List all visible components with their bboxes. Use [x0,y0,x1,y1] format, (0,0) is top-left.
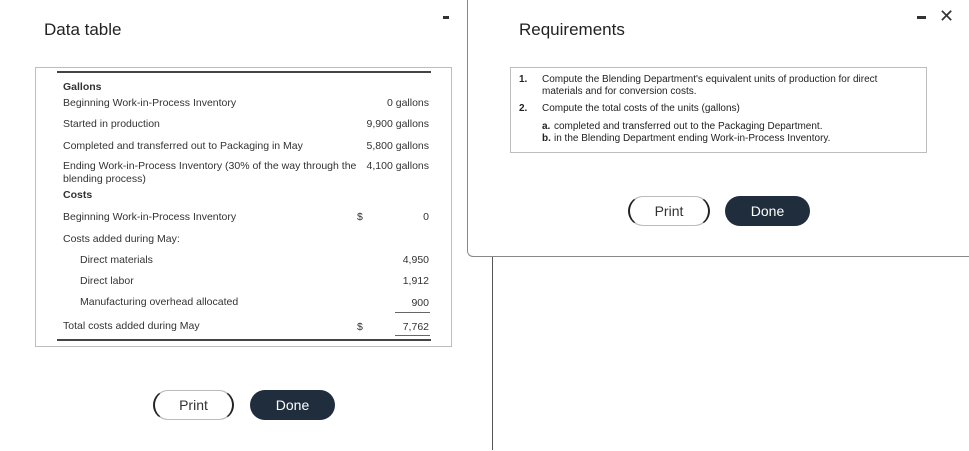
sub-item-label: a. [542,121,551,132]
table-row-value: 9,900 gallons [366,118,429,130]
minimize-icon[interactable] [443,16,449,19]
gallons-header: Gallons [63,81,102,93]
table-row-label: Beginning Work-in-Process Inventory [63,211,237,223]
table-row-label: Direct materials [80,254,153,266]
dollar-sign: $ [357,321,363,333]
sub-item-text: completed and transferred out to the Packaging Department. [554,121,823,132]
close-icon[interactable]: ✕ [939,6,955,26]
table-row-value: 4,950 [402,254,429,266]
minimize-icon[interactable] [917,16,926,19]
sub-item-label: b. [542,133,551,144]
costs-added-label: Costs added during May: [63,233,180,245]
requirements-title: Requirements [519,20,625,39]
table-row-label: Manufacturing overhead allocated [80,296,239,308]
table-row-label: Direct labor [80,275,134,287]
requirement-number: 2. [519,103,528,114]
dollar-sign: $ [357,211,363,223]
table-bottom-rule [57,339,431,341]
table-row-label: Completed and transferred out to Packaging in May [63,140,303,152]
table-row-value: 5,800 gallons [366,140,429,152]
total-underline [395,335,430,336]
table-row-label: Total costs added during May [63,320,200,332]
costs-header: Costs [63,189,93,201]
print-button[interactable]: Print [628,196,710,226]
data-table-title: Data table [44,20,122,39]
done-button[interactable]: Done [250,390,335,420]
requirement-number: 1. [519,74,528,85]
done-button[interactable]: Done [725,196,810,226]
table-row-value: 1,912 [402,275,429,287]
requirement-text: Compute the total costs of the units (gallons) [542,103,740,114]
table-row-value: 4,100 gallons [366,160,429,172]
table-row-value: 0 [423,211,429,223]
window-edge [492,235,493,450]
table-top-rule [57,71,431,73]
requirement-text: Compute the Blending Department's equivalent units of production for direct materials and for conversion costs. [542,74,878,97]
table-row-label: Ending Work-in-Process Inventory (30% of the way through the blending process) [63,160,357,185]
table-row-value: 900 [411,297,429,309]
table-row-label: Beginning Work-in-Process Inventory [63,97,237,109]
sub-item-text: in the Blending Department ending Work-in-Process Inventory. [554,133,831,144]
table-row-label: Started in production [63,118,160,130]
table-row-value: 0 gallons [386,97,429,109]
table-row-value: 7,762 [402,321,429,333]
print-button[interactable]: Print [153,390,234,420]
subtotal-underline [395,312,430,313]
